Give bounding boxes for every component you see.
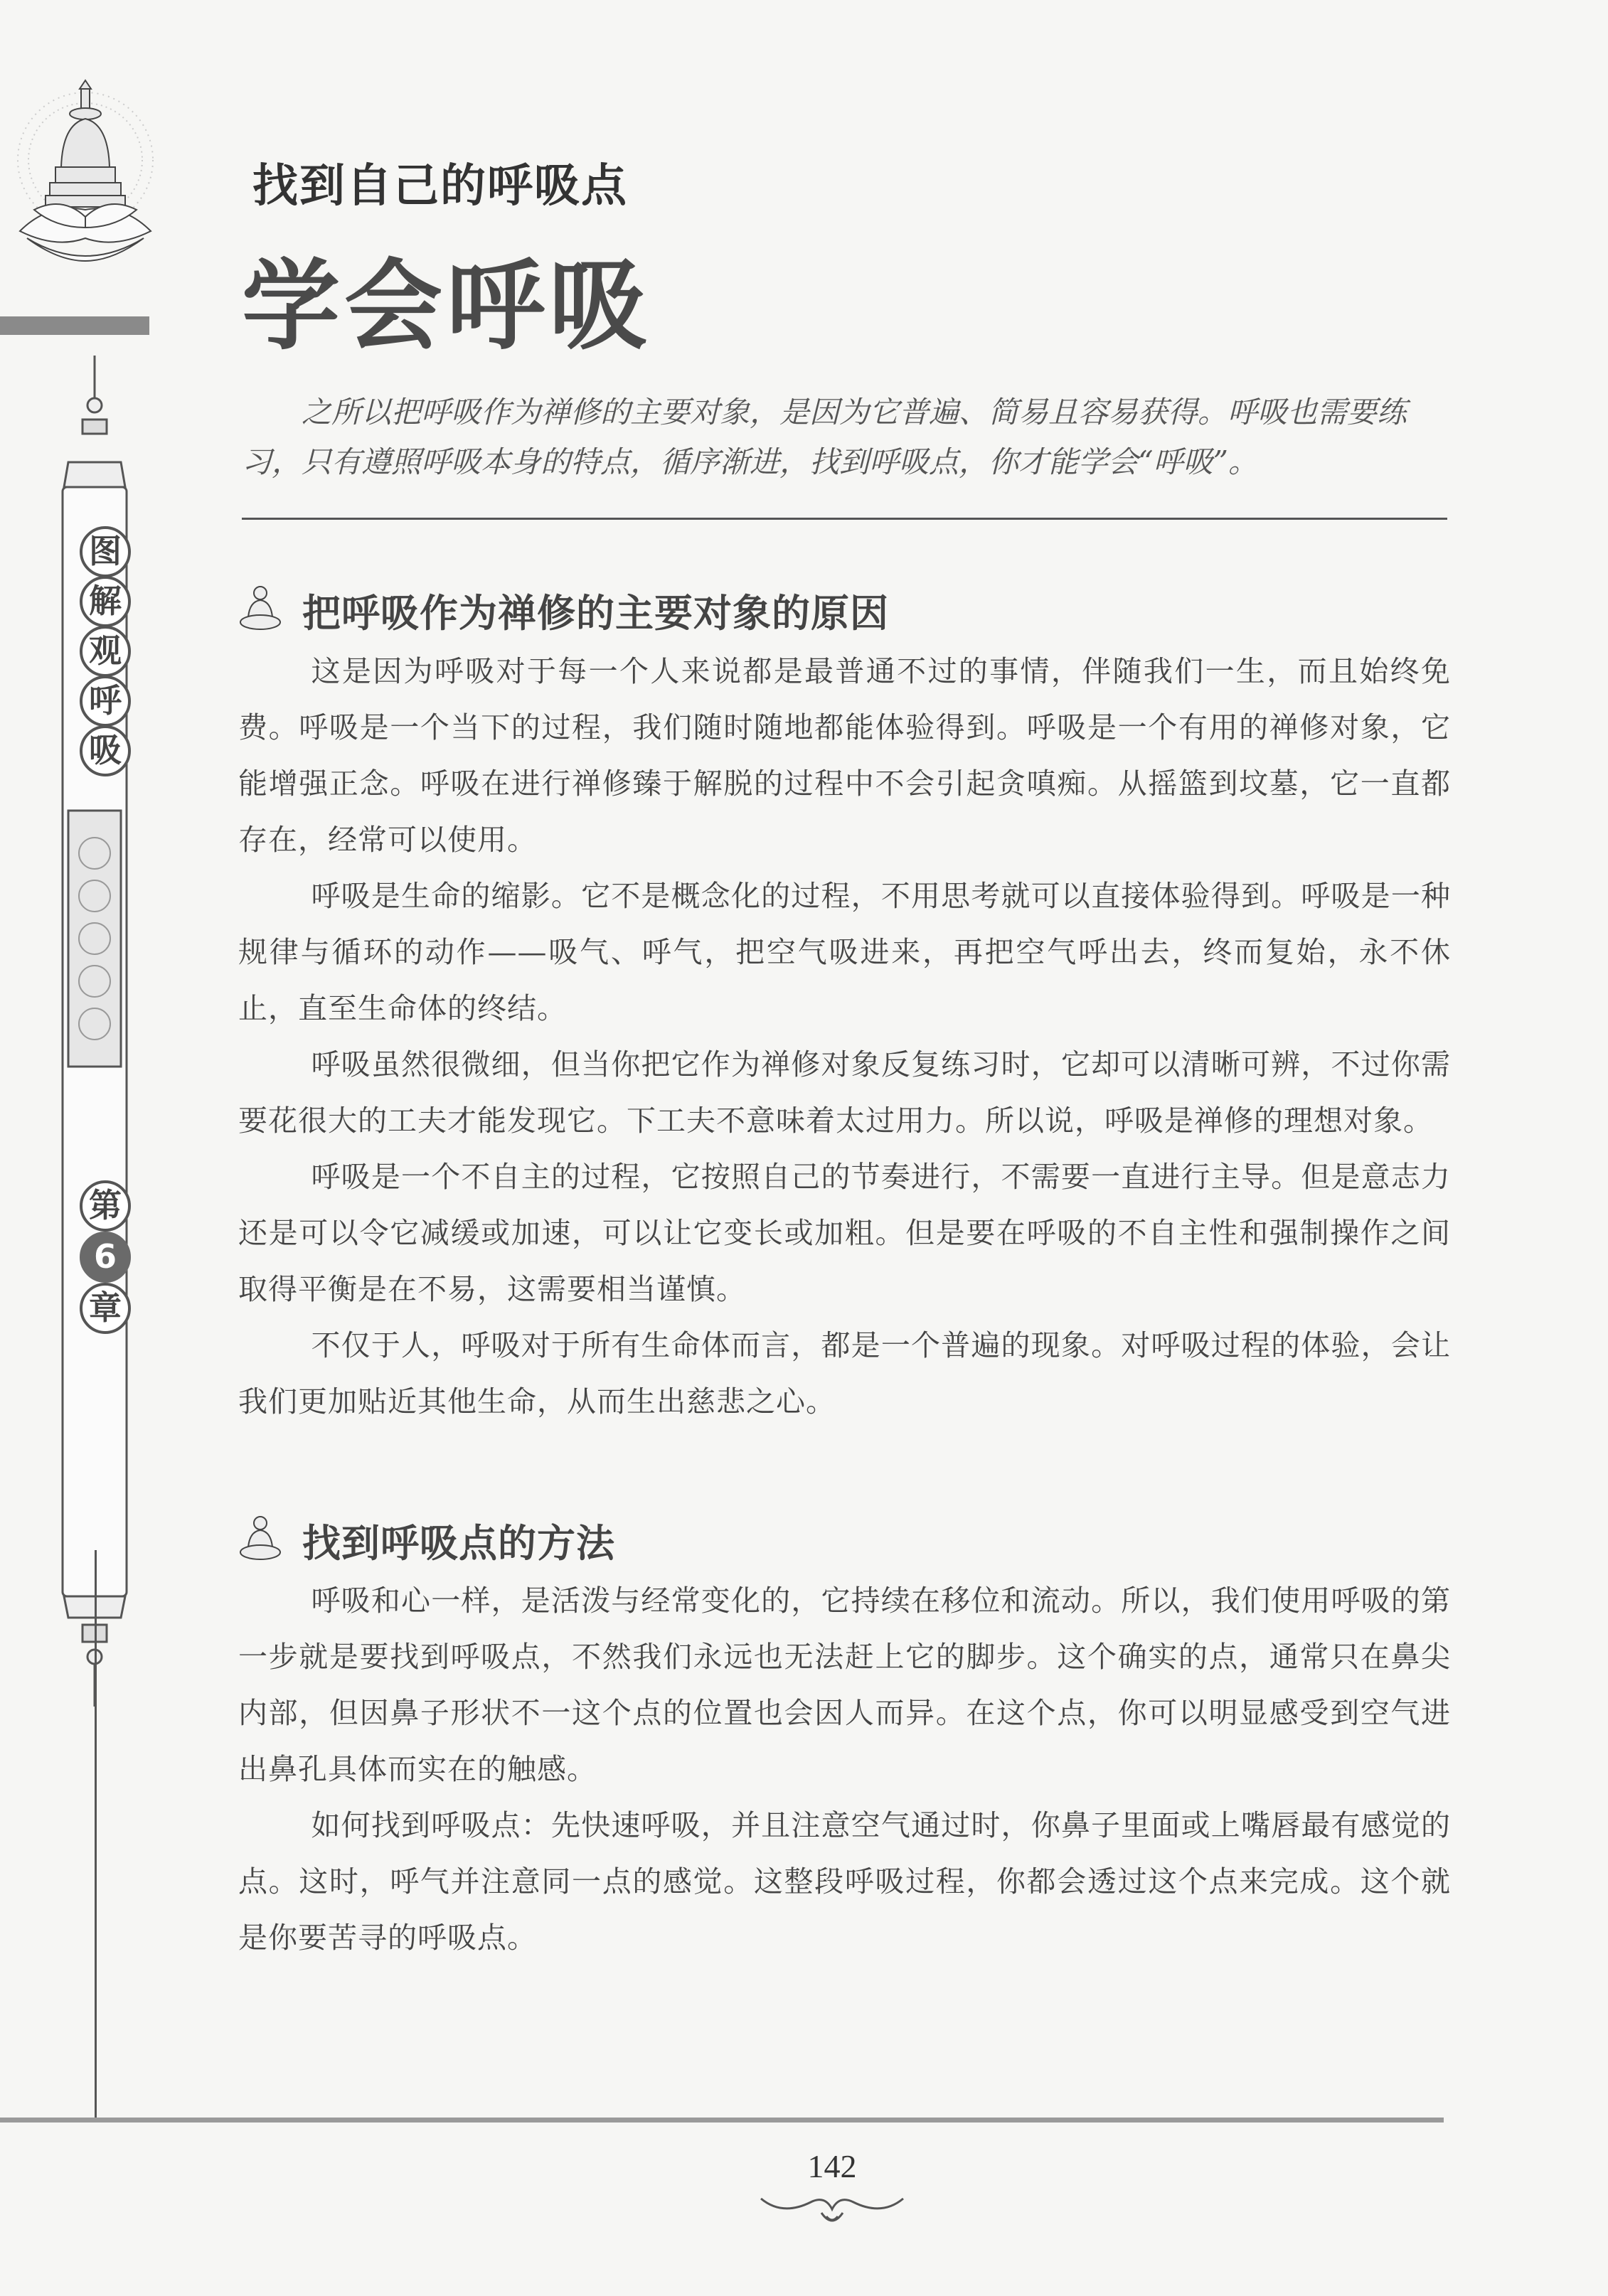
footer-rule	[0, 2118, 1444, 2123]
meditating-figure-icon	[238, 583, 282, 633]
book-title-char-1: 图	[80, 526, 131, 577]
chapter-label-first: 第	[80, 1180, 131, 1232]
meditating-figure-icon	[238, 1513, 282, 1563]
page-title: 学会呼吸	[242, 249, 652, 363]
left-vertical-rule	[95, 1550, 97, 2119]
book-title-char-4: 呼	[80, 676, 131, 727]
paragraph: 呼吸是生命的缩影。它不是概念化的过程，不用思考就可以直接体验得到。呼吸是一种规律与循环的动作——吸气、呼气，把空气吸进来，再把空气呼出去，终而复始，永不休止，直至生命体的终结。	[238, 879, 1451, 1025]
stupa-lotus-emblem	[6, 75, 166, 288]
paragraph: 呼吸是一个不自主的过程，它按照自己的节奏进行，不需要一直进行主导。但是意志力还是可以令它减缓或加速，可以让它变长或加粗。但是要在呼吸的不自主性和强制操作之间取得平衡是在不易，这需要相当谨慎。	[238, 1160, 1451, 1306]
paragraph: 这是因为呼吸对于每一个人来说都是最普通不过的事情，伴随我们一生，而且始终免费。呼吸是一个当下的过程，我们随时随地都能体验得到。呼吸是一个有用的禅修对象，它能增强正念。呼吸在进行禅修臻于解脱的过程中不会引起贪嗔痴。从摇篮到坟墓，它一直都存在，经常可以使用。	[238, 654, 1451, 857]
paragraph: 不仅于人，呼吸对于所有生命体而言，都是一个普遍的现象。对呼吸过程的体验，会让我们更加贴近其他生命，从而生出慈悲之心。	[238, 1328, 1451, 1419]
book-title-char-5: 吸	[80, 725, 131, 776]
chapter-number: 6	[80, 1232, 131, 1283]
section-heading-method: 找到呼吸点的方法	[302, 1520, 615, 1566]
section-heading-reasons: 把呼吸作为禅修的主要对象的原因	[302, 590, 889, 636]
paragraph: 呼吸和心一样，是活泼与经常变化的，它持续在移位和流动。所以，我们使用呼吸的第一步就是要找到呼吸点，不然我们永远也无法赶上它的脚步。这个确实的点，通常只在鼻尖内部，但因鼻子形状不一这个点的位置也会因人而异。在这个点，你可以明显感受到空气进出鼻孔具体而实在的触感。	[238, 1584, 1451, 1786]
chapter-label-last: 章	[80, 1283, 131, 1334]
page-number: 142	[807, 2148, 857, 2184]
footer-flourish-ornament	[754, 2184, 910, 2234]
intro-divider	[242, 518, 1447, 520]
paragraph: 如何找到呼吸点：先快速呼吸，并且注意空气通过时，你鼻子里面或上嘴唇最有感觉的点。这时，呼气并注意同一点的感觉。这整段呼吸过程，你都会透过这个点来完成。这个就是你要苦寻的呼吸点。	[238, 1808, 1451, 1955]
page-subtitle: 找到自己的呼吸点	[252, 160, 628, 213]
paragraph: 呼吸虽然很微细，但当你把它作为禅修对象反复练习时，它却可以清晰可辨，不过你需要花很大的工夫才能发现它。下工夫不意味着太过用力。所以说，呼吸是禅修的理想对象。	[238, 1047, 1451, 1138]
section-body-method	[238, 1573, 1451, 1966]
section-body-reasons	[238, 644, 1451, 1430]
book-title-char-2: 解	[80, 576, 131, 627]
intro-block	[242, 388, 1451, 487]
intro-text: 之所以把呼吸作为禅修的主要对象，是因为它普遍、简易且容易获得。呼吸也需要练习，只有遵照呼吸本身的特点，循序渐进，找到呼吸点，你才能学会“呼吸”。	[242, 395, 1407, 479]
left-gray-band	[0, 316, 149, 335]
book-title-char-3: 观	[80, 626, 131, 677]
